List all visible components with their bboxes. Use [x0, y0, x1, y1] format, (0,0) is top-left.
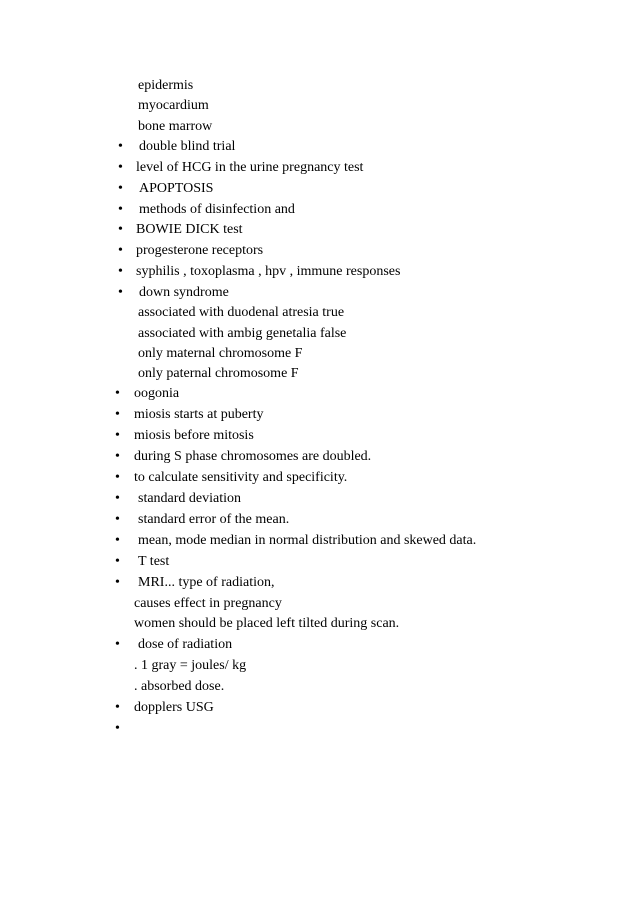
- bullet-icon: •: [115, 491, 120, 506]
- list-item: mean, mode median in normal distribution and skewed data.: [138, 533, 477, 548]
- list-text: only paternal chromosome F: [138, 366, 299, 381]
- bullet-icon: •: [115, 449, 120, 464]
- bullet-icon: •: [115, 721, 120, 736]
- list-text: associated with ambig genetalia false: [138, 326, 347, 341]
- bullet-icon: •: [115, 428, 120, 443]
- list-text: . absorbed dose.: [134, 679, 225, 694]
- bullet-icon: •: [118, 243, 123, 258]
- list-item: during S phase chromosomes are doubled.: [134, 449, 372, 464]
- list-text: bone marrow: [138, 119, 213, 134]
- bullet-icon: •: [118, 160, 123, 175]
- list-item: dopplers USG: [134, 700, 214, 715]
- bullet-icon: •: [115, 554, 120, 569]
- bullet-icon: •: [115, 533, 120, 548]
- bullet-icon: •: [118, 222, 123, 237]
- bullet-icon: •: [115, 700, 120, 715]
- bullet-icon: •: [115, 470, 120, 485]
- list-text: associated with duodenal atresia true: [138, 305, 345, 320]
- list-item: miosis before mitosis: [134, 428, 254, 443]
- list-item: standard deviation: [138, 491, 242, 506]
- bullet-icon: •: [115, 575, 120, 590]
- list-item: double blind trial: [139, 139, 236, 154]
- list-item: T test: [138, 554, 170, 569]
- bullet-icon: •: [118, 181, 123, 196]
- list-text: causes effect in pregnancy: [134, 596, 282, 611]
- list-item: APOPTOSIS: [139, 181, 214, 196]
- list-item: BOWIE DICK test: [136, 222, 243, 237]
- list-item: oogonia: [134, 386, 180, 401]
- list-item: standard error of the mean.: [138, 512, 290, 527]
- list-text: myocardium: [138, 98, 209, 113]
- bullet-icon: •: [118, 285, 123, 300]
- list-item: methods of disinfection and: [139, 202, 295, 217]
- bullet-icon: •: [118, 139, 123, 154]
- list-text: epidermis: [138, 78, 194, 93]
- list-item: level of HCG in the urine pregnancy test: [136, 160, 364, 175]
- bullet-icon: •: [115, 512, 120, 527]
- list-text: only maternal chromosome F: [138, 346, 303, 361]
- list-text: . 1 gray = joules/ kg: [134, 658, 247, 673]
- list-item: down syndrome: [139, 285, 229, 300]
- list-item: MRI... type of radiation,: [138, 575, 275, 590]
- list-text: women should be placed left tilted during scan.: [134, 616, 400, 631]
- bullet-icon: •: [118, 202, 123, 217]
- list-item: progesterone receptors: [136, 243, 264, 258]
- bullet-icon: •: [118, 264, 123, 279]
- bullet-icon: •: [115, 386, 120, 401]
- bullet-icon: •: [115, 637, 120, 652]
- list-item: miosis starts at puberty: [134, 407, 264, 422]
- list-item: syphilis , toxoplasma , hpv , immune responses: [136, 264, 401, 279]
- list-item: to calculate sensitivity and specificity.: [134, 470, 348, 485]
- bullet-icon: •: [115, 407, 120, 422]
- list-item: dose of radiation: [138, 637, 233, 652]
